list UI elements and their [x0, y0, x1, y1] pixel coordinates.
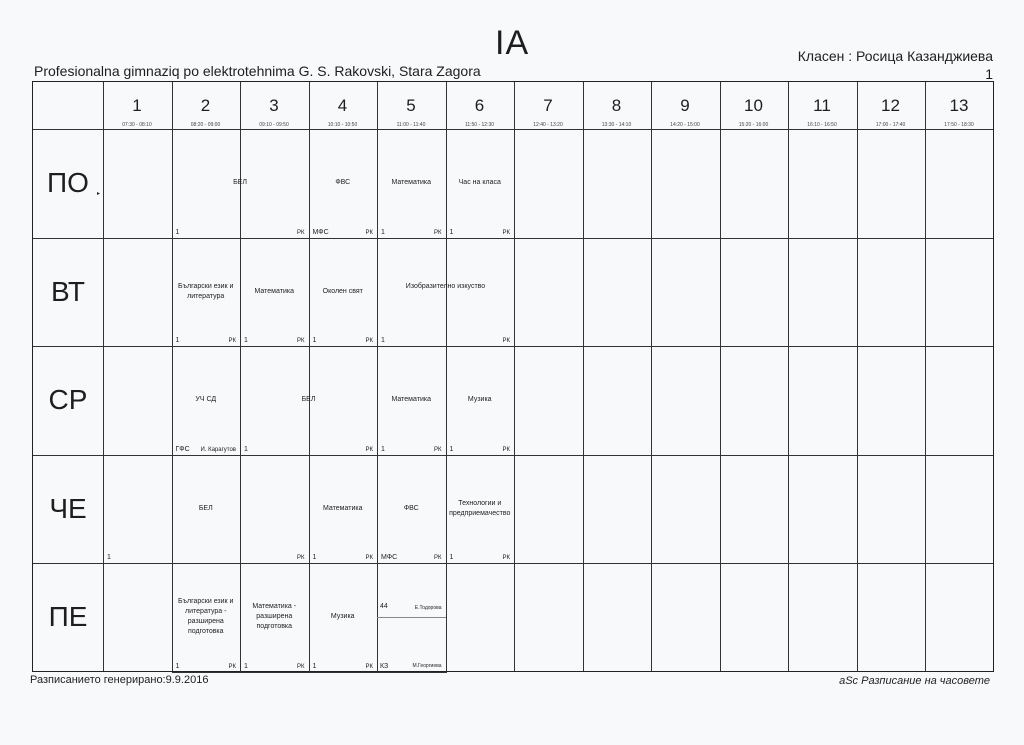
split-bottom-teacher: М.Георгиева: [412, 662, 442, 669]
lesson-room: И. Карагутов: [200, 446, 236, 453]
period-number: 8: [611, 96, 622, 115]
lesson-subject: БЕЛ: [301, 396, 316, 404]
lesson-cell: [172, 238, 242, 348]
lesson-cell: [309, 563, 379, 673]
column-divider: [103, 82, 104, 671]
lesson-subject: Математика: [391, 179, 431, 187]
column-divider: [788, 82, 789, 671]
lesson-group: 1: [449, 228, 454, 236]
lesson-cell: [446, 455, 516, 565]
lesson-room: РК: [297, 555, 305, 561]
lesson-room: РК: [365, 229, 373, 236]
lesson-group: 1: [449, 445, 454, 453]
lesson-room: РК: [365, 663, 373, 670]
lesson-group: 1: [381, 228, 385, 236]
period-time: 10:10 - 10:50: [327, 122, 358, 128]
column-divider: [583, 82, 584, 671]
lesson-subject: Час на класа: [458, 179, 501, 187]
lesson-room: РК: [297, 229, 305, 236]
lesson-cell: [103, 455, 310, 565]
period-number: 9: [680, 96, 690, 115]
period-time: 13:30 - 14:10: [601, 122, 632, 128]
period-number: 6: [474, 96, 485, 115]
lesson-cell: [172, 129, 310, 239]
lesson-subject: Математика: [254, 287, 294, 295]
lesson-group: 1: [312, 554, 317, 561]
day-label: ЧЕ: [49, 492, 87, 524]
period-time: 15:20 - 16:00: [738, 122, 769, 128]
day-label: СР: [48, 384, 88, 415]
split-bottom-group: КЗ: [380, 662, 389, 670]
lesson-room: РК: [228, 663, 236, 670]
column-divider: [651, 82, 652, 671]
lesson-subject: Музика: [330, 613, 355, 621]
lesson-room: РК: [365, 338, 373, 344]
period-number: 2: [200, 96, 211, 115]
school-name: Profesionalna gimnaziq po elektrotehnima G. S. Rakovski, Stara Zagora: [34, 63, 481, 79]
period-time: 07:30 - 08:10: [122, 122, 152, 128]
lesson-group: 1: [381, 337, 385, 344]
period-time: 11:00 - 11:40: [396, 122, 426, 128]
lesson-room: РК: [502, 229, 510, 236]
lesson-cell: [377, 455, 447, 565]
period-time: 16:10 - 16:50: [807, 122, 837, 128]
page-number: 1: [985, 66, 993, 82]
class-title: IA: [495, 24, 530, 62]
lesson-group: ГФС: [175, 445, 190, 453]
lesson-group: 1: [449, 554, 454, 561]
lesson-subject: ФВС: [403, 504, 419, 512]
day-label: ПО: [47, 167, 89, 198]
lesson-group: 1: [244, 662, 248, 670]
lesson-group: 1: [381, 445, 385, 453]
period-number: 1: [132, 96, 142, 115]
corner-mark: ▸: [97, 191, 101, 197]
period-time: 17:50 - 18:30: [944, 122, 974, 128]
lesson-group: 1: [175, 337, 180, 344]
column-divider: [720, 82, 721, 671]
period-number: 10: [744, 96, 763, 115]
period-number: 13: [949, 96, 969, 115]
column-divider: [857, 82, 858, 671]
split-divider: [377, 617, 446, 618]
period-time: 08:20 - 09:00: [190, 122, 221, 128]
lesson-subject: Математика: [391, 396, 431, 404]
lesson-group: 1: [244, 445, 248, 453]
lesson-room: РК: [434, 446, 442, 453]
lesson-group: 1: [107, 554, 111, 561]
lesson-subject: Технологии и предприемачество: [449, 499, 511, 517]
split-top-group: 44: [380, 603, 388, 610]
lesson-subject: Български език и литература: [178, 282, 234, 300]
period-time: 12:40 - 13:20: [533, 122, 563, 128]
lesson-room: РК: [297, 338, 305, 344]
period-time: 17:00 - 17:40: [875, 122, 906, 128]
lesson-group: 1: [312, 337, 317, 344]
period-number: 3: [269, 96, 279, 115]
lesson-cell: [172, 346, 242, 456]
generated-date: Разписанието генерирано:9.9.2016: [30, 674, 209, 686]
lesson-subject: БЕЛ: [233, 179, 247, 187]
lesson-group: МФС: [312, 228, 329, 236]
period-time: 14:20 - 15:00: [670, 122, 700, 128]
lesson-cell: [309, 129, 379, 239]
period-number: 4: [337, 96, 348, 115]
lesson-room: РК: [434, 229, 442, 236]
period-number: 5: [406, 96, 416, 115]
column-divider: [925, 82, 926, 671]
class-teacher: Класен : Росица Казанджиева: [797, 48, 993, 64]
lesson-cell: [240, 346, 378, 456]
lesson-cell: [240, 563, 310, 673]
lesson-subject: ФВС: [335, 179, 351, 187]
lesson-room: РК: [502, 338, 510, 344]
lesson-room: РК: [297, 663, 305, 670]
lesson-cell: [309, 238, 379, 348]
day-label: ПЕ: [48, 601, 88, 632]
split-top-teacher: Е.Тодорова: [414, 605, 442, 611]
lesson-group: 1: [312, 662, 317, 670]
lesson-cell: [309, 455, 379, 565]
lesson-subject: Български език и литература - разширена подготовка: [178, 598, 234, 636]
period-number: 11: [813, 96, 831, 115]
lesson-cell: [446, 129, 516, 239]
lesson-subject: Математика: [323, 504, 363, 512]
lesson-cell: [377, 129, 447, 239]
lesson-cell: [377, 563, 447, 673]
lesson-group: МФС: [381, 554, 398, 561]
day-label: ВТ: [51, 275, 85, 307]
lesson-room: РК: [502, 555, 510, 561]
lesson-cell: [446, 346, 516, 456]
period-time: 09:10 - 09:50: [259, 122, 289, 128]
lesson-cell: [377, 238, 515, 348]
lesson-subject: Изобразително изкуство: [405, 282, 486, 290]
lesson-room: РК: [365, 555, 373, 561]
period-number: 12: [881, 96, 900, 115]
lesson-room: РК: [434, 555, 442, 561]
lesson-subject: Математика - разширена подготовка: [252, 603, 297, 631]
software-credit: aSc Разписание на часовете: [839, 675, 990, 687]
lesson-room: РК: [365, 446, 373, 453]
period-time: 11:50 - 12:30: [464, 122, 495, 128]
lesson-cell: [377, 346, 447, 456]
lesson-group: 1: [244, 337, 248, 344]
timetable-grid: [32, 81, 994, 672]
lesson-room: РК: [228, 338, 236, 344]
lesson-room: РК: [502, 446, 510, 453]
lesson-cell: [240, 238, 310, 348]
lesson-group: 1: [175, 228, 180, 236]
lesson-subject: Околен свят: [322, 287, 363, 295]
lesson-subject: УЧ СД: [195, 396, 217, 404]
lesson-subject: Музика: [467, 396, 492, 404]
period-number: 7: [543, 96, 553, 115]
lesson-cell: [172, 563, 242, 673]
lesson-subject: БЕЛ: [198, 504, 213, 512]
lesson-group: 1: [175, 662, 180, 670]
